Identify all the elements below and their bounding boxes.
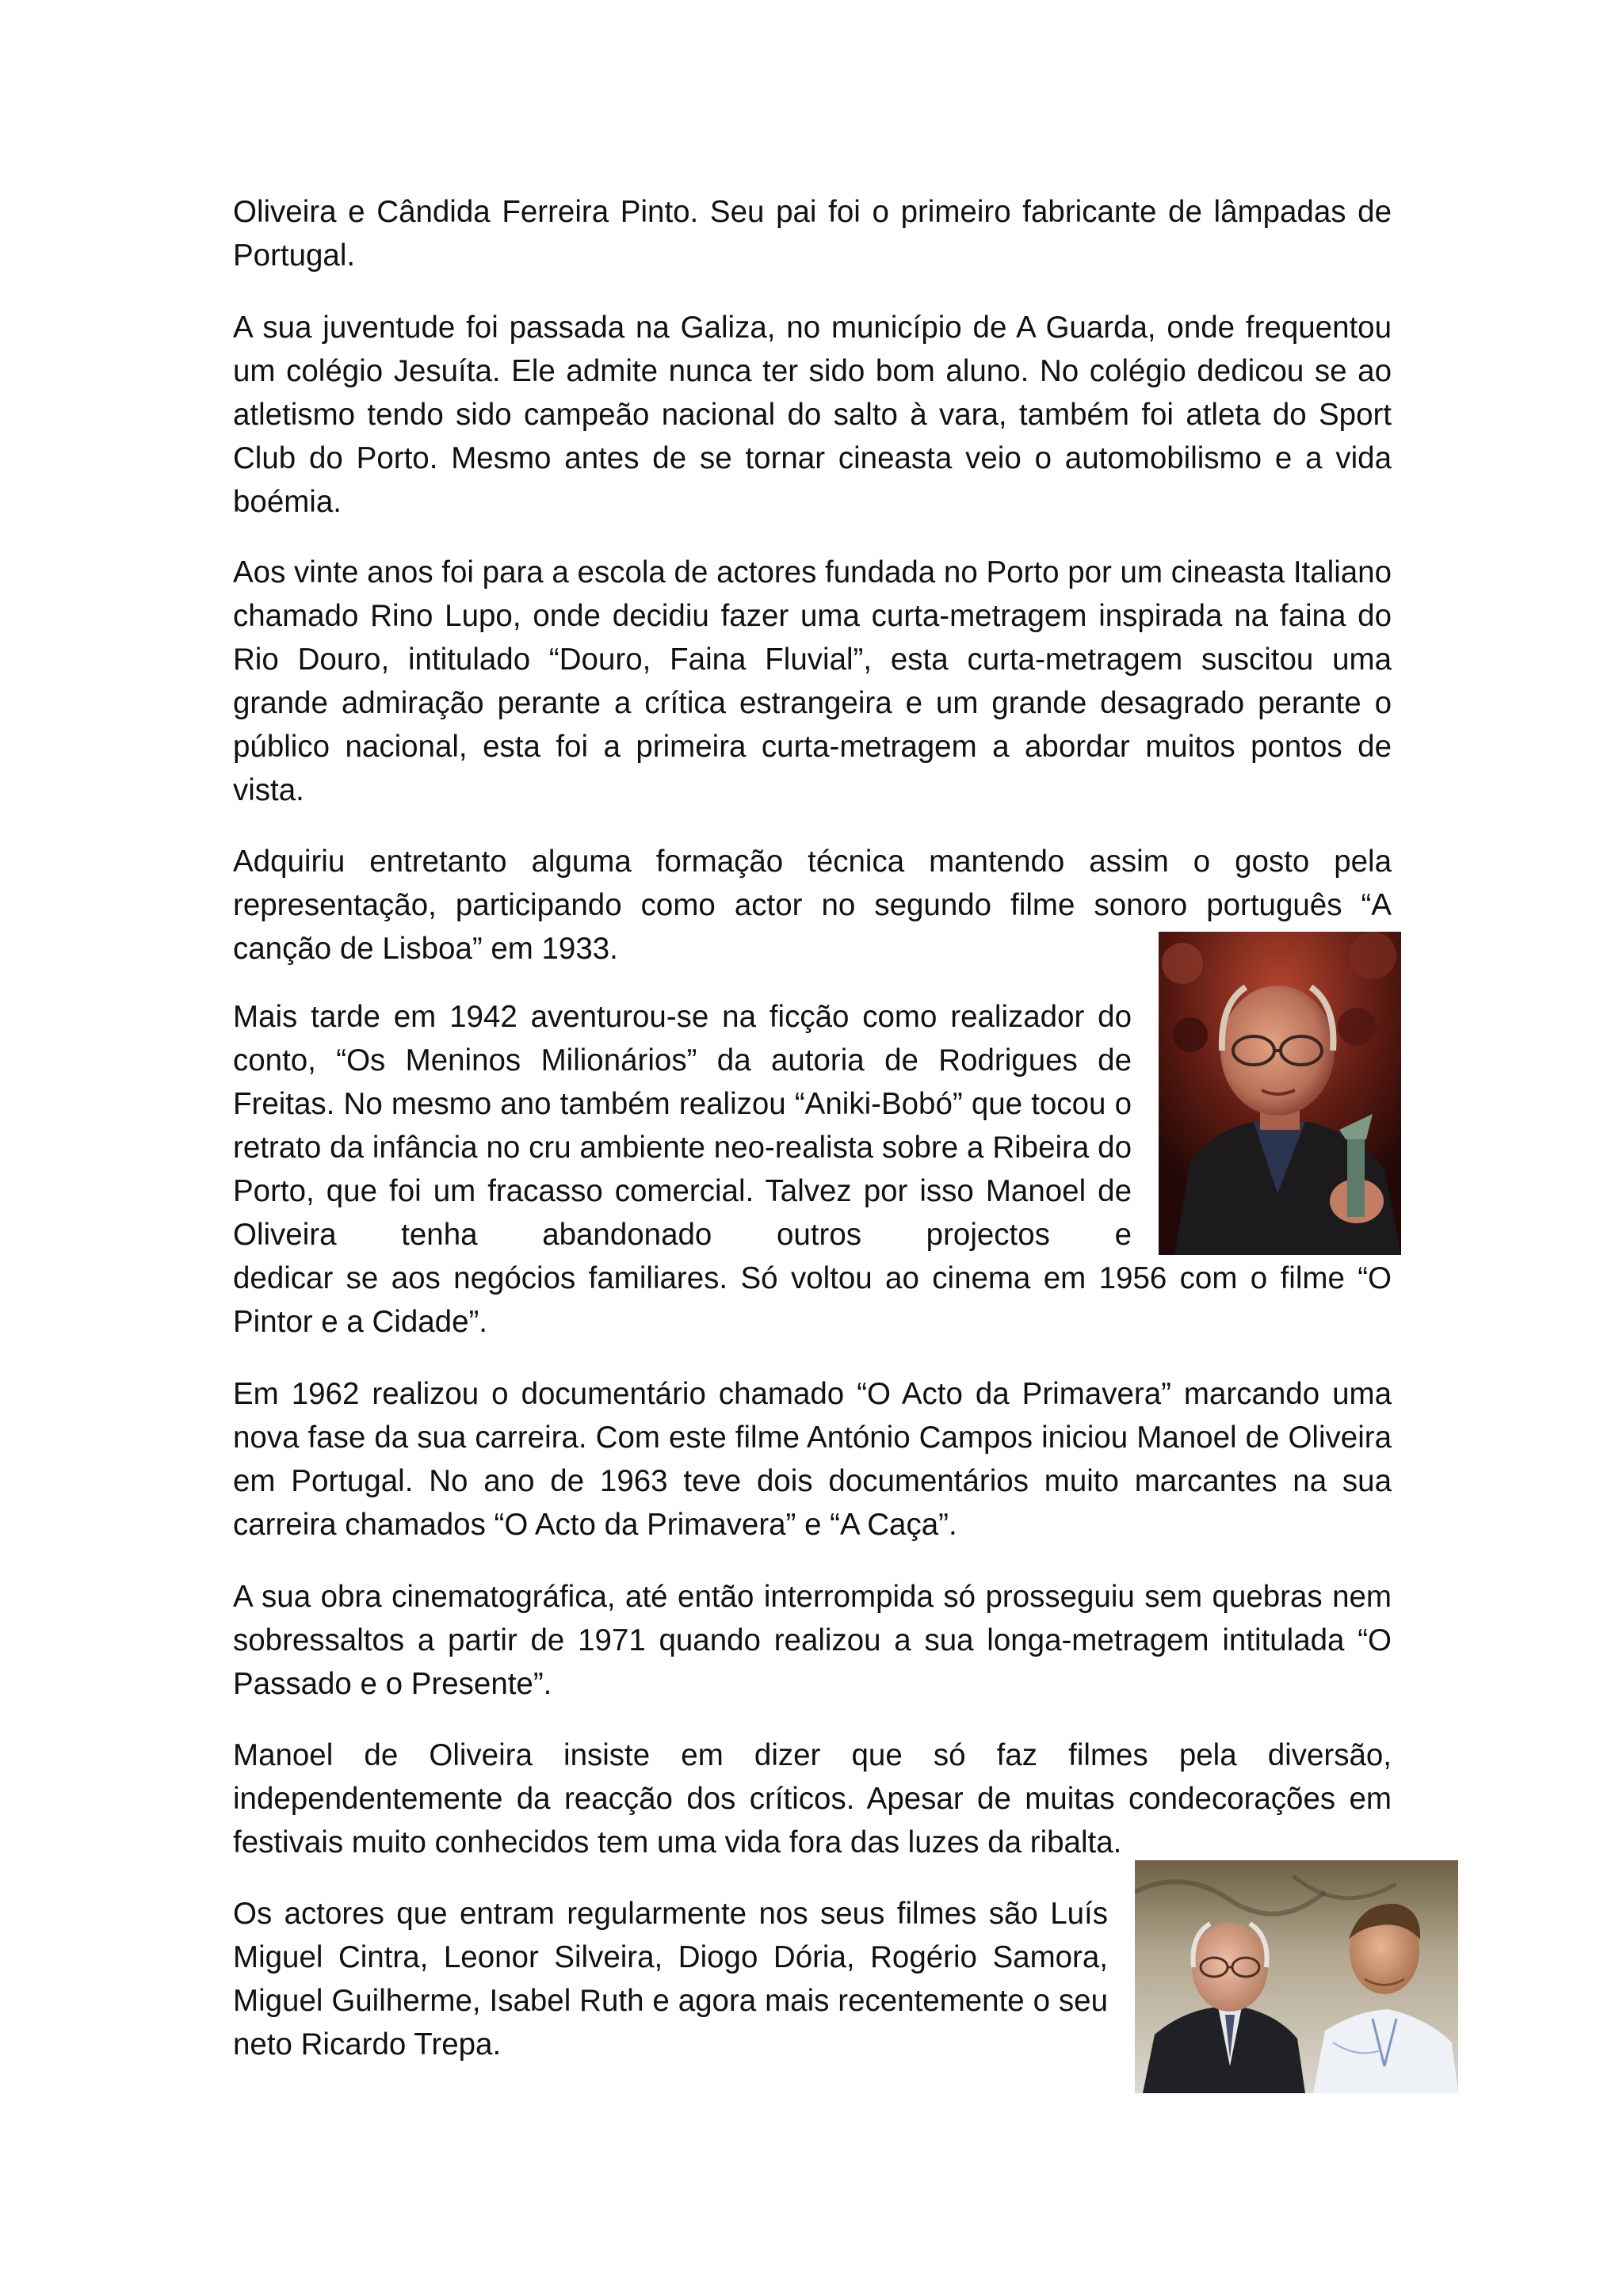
- paragraph-4: Adquiriu entretanto alguma formação técnica mantendo assim o gosto pela representação, participando como actor no segundo filme sonoro português “A canção de Lisboa” em 1933.: [233, 845, 1392, 966]
- paragraph-6: Em 1962 realizou o documentário chamado “O Acto da Primavera” marcando uma nova fase da sua carreira. Com este filme António Campos iniciou Manoel de Oliveira em Portugal. No ano de 1963 teve dois documentários muito marcantes na sua carreira chamados “O Acto da Primavera” e “A Caça”.: [233, 1377, 1392, 1542]
- director-with-grandson-photo: [1135, 1860, 1458, 2093]
- paragraph-7: A sua obra cinematográfica, até então interrompida só prosseguiu sem quebras nem sobressaltos a partir de 1971 quando realizou a sua longa-metragem intitulada “O Passado e o Presente”.: [233, 1580, 1392, 1701]
- paragraph-1: Oliveira e Cândida Ferreira Pinto. Seu pai foi o primeiro fabricante de lâmpadas de Portugal.: [233, 195, 1392, 273]
- director-award-photo: [1159, 932, 1401, 1255]
- paragraph-9: Os actores que entram regularmente nos seus filmes são Luís Miguel Cintra, Leonor Silveira, Diogo Dória, Rogério Samora, Miguel Guilherme, Isabel Ruth e agora mais recentemente o seu neto Ricardo Trepa.: [233, 1897, 1108, 2061]
- paragraph-2: A sua juventude foi passada na Galiza, no município de A Guarda, onde frequentou um colégio Jesuíta. Ele admite nunca ter sido bom aluno. No colégio dedicou se ao atletismo tendo sido campeão nacional do salto à vara, também foi atleta do Sport Club do Porto. Mesmo antes de se tornar cineasta veio o automobilismo e a vida boémia.: [233, 311, 1392, 519]
- paragraph-3: Aos vinte anos foi para a escola de actores fundada no Porto por um cineasta Italiano chamado Rino Lupo, onde decidiu fazer uma curta-metragem inspirada na faina do Rio Douro, intitulado “Douro, Faina Fluvial”, esta curta-metragem suscitou uma grande admiração perante a crítica estrangeira e um grande desagrado perante o público nacional, esta foi a primeira curta-metragem a abordar muitos pontos de vista.: [233, 555, 1392, 807]
- paragraph-5-continued: dedicar se aos negócios familiares. Só voltou ao cinema em 1956 com o filme “O Pintor e a Cidade”.: [233, 1261, 1392, 1339]
- paragraph-5: Mais tarde em 1942 aventurou-se na ficção como realizador do conto, “Os Meninos Milionários” da autoria de Rodrigues de Freitas. No mesmo ano também realizou “Aniki-Bobó” que tocou o retrato da infância no cru ambiente neo-realista sobre a Ribeira do Porto, que foi um fracasso comercial. Talvez por isso Manoel de Oliveira tenha abandonado outros projectos e: [233, 1000, 1132, 1252]
- paragraph-8: Manoel de Oliveira insiste em dizer que só faz filmes pela diversão, independentemente da reacção dos críticos. Apesar de muitas condecorações em festivais muito conhecidos tem uma vida fora das luzes da ribalta.: [233, 1738, 1392, 1859]
